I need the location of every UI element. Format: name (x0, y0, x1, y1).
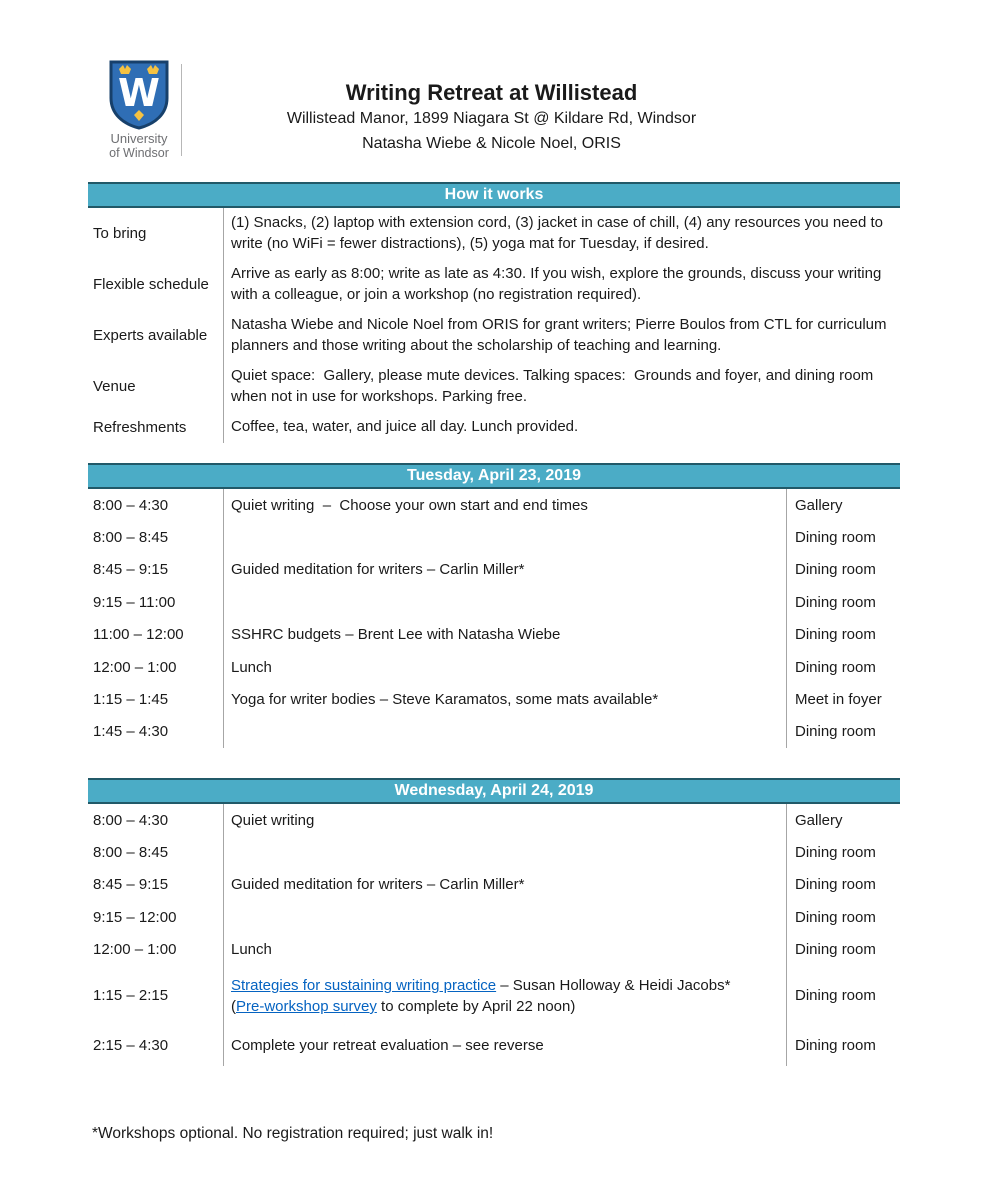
time-cell: 8:00 – 8:45 (93, 529, 169, 547)
location-cell: Dining room (786, 869, 900, 901)
table-row (88, 554, 900, 586)
table-row (88, 586, 900, 618)
location-cell: Dining room (786, 716, 900, 748)
event-cell (223, 966, 786, 1026)
event-cell: Complete your retreat evaluation – see reverse (223, 1026, 786, 1066)
event-cell: Guided meditation for writers – Carlin Miller* (223, 554, 786, 586)
page-title: Writing Retreat at Willistead (345, 80, 638, 105)
location-cell: Dining room (786, 934, 900, 966)
how-row-flexible-schedule (88, 259, 900, 310)
how-row-to-bring (88, 208, 900, 259)
workshop-line-1 (231, 975, 778, 996)
workshop-link[interactable]: Strategies for sustaining writing practice (231, 976, 497, 994)
row-label: To bring (93, 225, 147, 242)
table-row (88, 1026, 900, 1066)
location-cell: Dining room (786, 554, 900, 586)
time-cell: 8:00 – 8:45 (93, 844, 169, 862)
logo-caption-line2: of Windsor (109, 146, 169, 160)
time-cell: 1:15 – 1:45 (93, 691, 169, 709)
table-row (88, 716, 900, 748)
event-cell (223, 586, 786, 618)
wednesday-header: Wednesday, April 24, 2019 (88, 778, 900, 804)
event-cell (223, 836, 786, 868)
survey-open-paren: ( (231, 997, 236, 1015)
time-cell: 1:15 – 2:15 (93, 987, 169, 1005)
event-cell (223, 901, 786, 933)
time-cell: 8:45 – 9:15 (93, 561, 169, 579)
how-it-works-table (88, 182, 900, 443)
event-cell (223, 521, 786, 553)
location-cell: Dining room (786, 586, 900, 618)
how-row-experts-available (88, 310, 900, 361)
table-row (88, 869, 900, 901)
venue-address: Willistead Manor, 1899 Niagara St @ Kildare Rd, Windsor (286, 110, 697, 127)
event-cell: Lunch (223, 934, 786, 966)
event-cell: Guided meditation for writers – Carlin Miller* (223, 869, 786, 901)
svg-text:W: W (118, 71, 160, 115)
row-text: Arrive as early as 8:00; write as late as 4:30. If you wish, explore the grounds, discuss your writing with a colleague, or join a workshop (no registration required). (223, 259, 900, 310)
organizers: Natasha Wiebe & Nicole Noel, ORIS (362, 135, 621, 152)
location-cell: Dining room (786, 521, 900, 553)
time-cell: 8:45 – 9:15 (93, 876, 169, 894)
how-row-refreshments (88, 412, 900, 443)
row-text: Natasha Wiebe and Nicole Noel from ORIS for grant writers; Pierre Boulos from CTL for curriculum planners and those writing about the scholarship of teaching and learning. (223, 310, 900, 361)
time-cell: 2:15 – 4:30 (93, 1037, 169, 1055)
workshops-footnote: *Workshops optional. No registration required; just walk in! (92, 1125, 494, 1142)
table-row (88, 489, 900, 521)
row-label: Venue (93, 378, 136, 395)
table-row-workshop (88, 966, 900, 1026)
event-cell: Yoga for writer bodies – Steve Karamatos, some mats available* (223, 683, 786, 715)
time-cell: 12:00 – 1:00 (93, 941, 177, 959)
table-row (88, 804, 900, 836)
time-cell: 8:00 – 4:30 (93, 496, 169, 514)
row-text: (1) Snacks, (2) laptop with extension cord, (3) jacket in case of chill, (4) any resources you need to write (no WiFi = fewer distractions), (5) yoga mat for Tuesday, if desired. (223, 208, 900, 259)
event-cell: Quiet writing – Choose your own start and end times (223, 489, 786, 521)
location-cell: Dining room (786, 901, 900, 933)
time-cell: 9:15 – 12:00 (93, 908, 177, 926)
time-cell: 12:00 – 1:00 (93, 658, 177, 676)
event-cell: SSHRC budgets – Brent Lee with Natasha Wiebe (223, 619, 786, 651)
pre-workshop-survey-link[interactable]: Pre-workshop survey (236, 997, 377, 1015)
location-cell: Meet in foyer (786, 683, 900, 715)
workshop-presenters: – Susan Holloway & Heidi Jacobs* (496, 976, 731, 994)
tuesday-schedule-table (88, 463, 900, 748)
how-row-venue (88, 361, 900, 412)
table-row (88, 619, 900, 651)
event-cell: Lunch (223, 651, 786, 683)
table-row (88, 651, 900, 683)
location-cell: Gallery (786, 489, 900, 521)
workshop-line-2 (231, 996, 778, 1017)
header-title-block (0, 80, 983, 156)
tuesday-header: Tuesday, April 23, 2019 (88, 463, 900, 489)
location-cell: Dining room (786, 966, 900, 1026)
time-cell: 9:15 – 11:00 (93, 593, 176, 611)
row-label: Flexible schedule (93, 276, 209, 293)
survey-deadline: to complete by April 22 noon) (376, 997, 576, 1015)
row-label: Refreshments (93, 418, 187, 436)
table-row (88, 901, 900, 933)
row-label: Experts available (93, 327, 208, 344)
location-cell: Gallery (786, 804, 900, 836)
row-text: Coffee, tea, water, and juice all day. Lunch provided. (223, 412, 900, 443)
wednesday-schedule-table (88, 778, 900, 1066)
event-cell (223, 716, 786, 748)
location-cell: Dining room (786, 651, 900, 683)
location-cell: Dining room (786, 619, 900, 651)
time-cell: 8:00 – 4:30 (93, 811, 169, 829)
how-it-works-header: How it works (88, 182, 900, 208)
table-row (88, 683, 900, 715)
event-cell: Quiet writing (223, 804, 786, 836)
time-cell: 11:00 – 12:00 (93, 626, 184, 644)
location-cell: Dining room (786, 1026, 900, 1066)
location-cell: Dining room (786, 836, 900, 868)
row-text: Quiet space: Gallery, please mute devices. Talking spaces: Grounds and foyer, and dining room when not in use for workshops. Parking free. (223, 361, 900, 412)
time-cell: 1:45 – 4:30 (93, 723, 169, 741)
table-row (88, 521, 900, 553)
table-row (88, 934, 900, 966)
table-row (88, 836, 900, 868)
logo-caption-line1: University (110, 131, 168, 146)
